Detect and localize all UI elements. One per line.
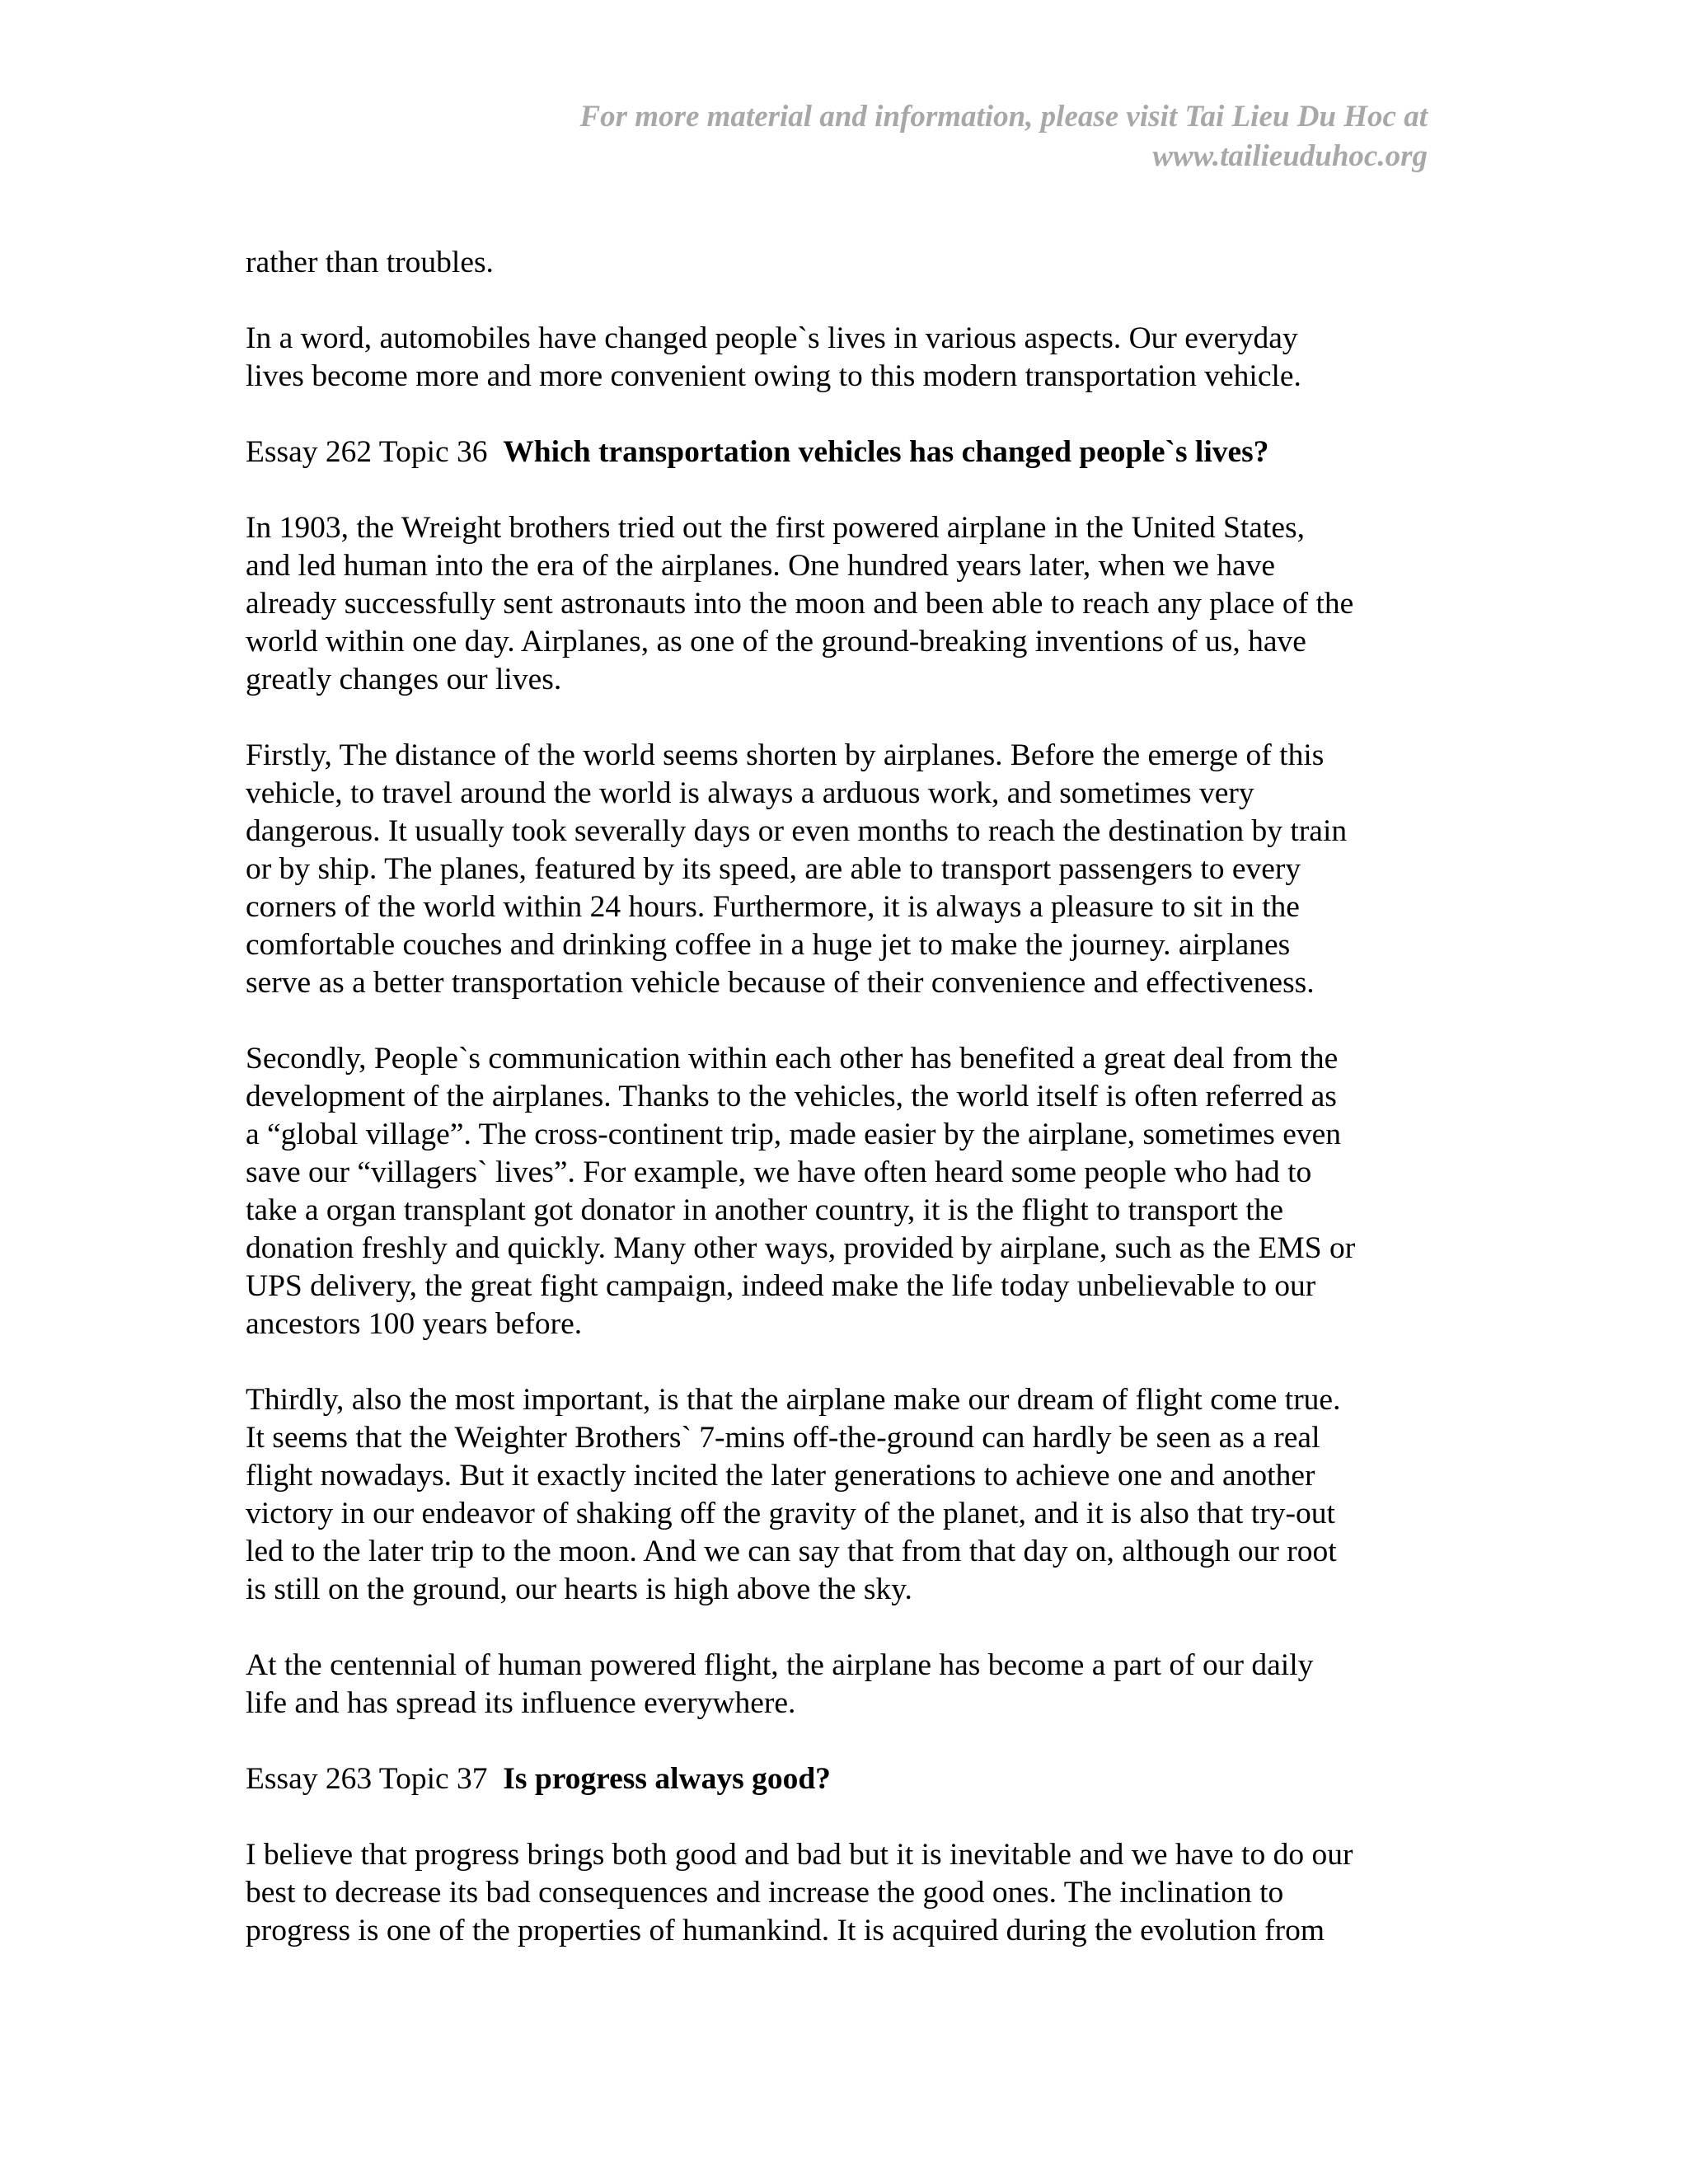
text-line: world within one day. Airplanes, as one of the ground-breaking inventions of us, have: [246, 625, 1306, 658]
text-line: lives become more and more convenient owing to this modern transportation vehicle.: [246, 359, 1301, 393]
essay-heading: [246, 434, 1432, 471]
paragraph: [246, 320, 1432, 396]
text-line: development of the airplanes. Thanks to the vehicles, the world itself is often referred as: [246, 1080, 1337, 1113]
text-line: In a word, automobiles have changed people`s lives in various aspects. Our everyday: [246, 321, 1298, 355]
essay-title: Which transportation vehicles has changed people`s lives?: [503, 435, 1269, 469]
text-line: Thirdly, also the most important, is that the airplane make our dream of flight come true.: [246, 1383, 1341, 1417]
text-line: a “global village”. The cross-continent trip, made easier by the airplane, sometimes even: [246, 1118, 1342, 1151]
text-line: vehicle, to travel around the world is always a arduous work, and sometimes very: [246, 776, 1254, 810]
paragraph: [246, 1836, 1432, 1950]
text-line: already successfully sent astronauts into the moon and been able to reach any place of the: [246, 587, 1354, 621]
text-line: corners of the world within 24 hours. Furthermore, it is always a pleasure to sit in the: [246, 890, 1300, 924]
paragraph: [246, 244, 1432, 282]
text-line: serve as a better transportation vehicle because of their convenience and effectiveness.: [246, 966, 1315, 1000]
paragraph: [246, 1381, 1432, 1609]
text-line: is still on the ground, our hearts is high above the sky.: [246, 1572, 912, 1606]
text-line: take a organ transplant got donator in another country, it is the flight to transport the: [246, 1193, 1284, 1227]
text-line: ancestors 100 years before.: [246, 1307, 583, 1341]
text-line: or by ship. The planes, featured by its speed, are able to transport passengers to every: [246, 852, 1301, 886]
text-line: rather than troubles.: [246, 246, 494, 279]
paragraph: [246, 509, 1432, 699]
text-line: flight nowadays. But it exactly incited the later generations to achieve one and another: [246, 1459, 1315, 1493]
paragraph: [246, 737, 1432, 1002]
text-line: life and has spread its influence everywhere.: [246, 1686, 796, 1720]
header-line-2: www.tailieuduhoc.org: [1152, 139, 1428, 173]
document-body: [246, 244, 1432, 1988]
text-line: and led human into the era of the airplanes. One hundred years later, when we have: [246, 549, 1276, 583]
essay-number: Essay 262 Topic 36: [246, 435, 488, 469]
page-header: [274, 97, 1428, 176]
text-line: progress is one of the properties of humankind. It is acquired during the evolution from: [246, 1914, 1325, 1947]
essay-number: Essay 263 Topic 37: [246, 1762, 488, 1796]
text-line: I believe that progress brings both good and bad but it is inevitable and we have to do our: [246, 1838, 1353, 1872]
text-line: dangerous. It usually took severally days or even months to reach the destination by train: [246, 814, 1348, 848]
text-line: UPS delivery, the great fight campaign, indeed make the life today unbelievable to our: [246, 1269, 1316, 1303]
text-line: save our “villagers` lives”. For example, we have often heard some people who had to: [246, 1155, 1312, 1189]
text-line: best to decrease its bad consequences and increase the good ones. The inclination to: [246, 1876, 1284, 1910]
text-line: led to the later trip to the moon. And we can say that from that day on, although our root: [246, 1535, 1337, 1568]
text-line: greatly changes our lives.: [246, 663, 562, 696]
text-line: comfortable couches and drinking coffee in a huge jet to make the journey. airplanes: [246, 928, 1291, 962]
text-line: victory in our endeavor of shaking off the gravity of the planet, and it is also that try-out: [246, 1497, 1335, 1530]
essay-title: Is progress always good?: [503, 1762, 831, 1796]
text-line: Secondly, People`s communication within each other has benefited a great deal from the: [246, 1042, 1339, 1076]
text-line: In 1903, the Wreight brothers tried out the first powered airplane in the United States,: [246, 511, 1305, 545]
paragraph: [246, 1647, 1432, 1722]
text-line: Firstly, The distance of the world seems shorten by airplanes. Before the emerge of this: [246, 738, 1325, 772]
paragraph: [246, 1040, 1432, 1343]
text-line: At the centennial of human powered flight, the airplane has become a part of our daily: [246, 1648, 1314, 1682]
essay-heading: [246, 1760, 1432, 1798]
header-line-1: For more material and information, please visit Tai Lieu Du Hoc at: [579, 100, 1428, 134]
text-line: donation freshly and quickly. Many other ways, provided by airplane, such as the EMS or: [246, 1231, 1356, 1265]
text-line: It seems that the Weighter Brothers` 7-mins off-the-ground can hardly be seen as a real: [246, 1421, 1320, 1455]
